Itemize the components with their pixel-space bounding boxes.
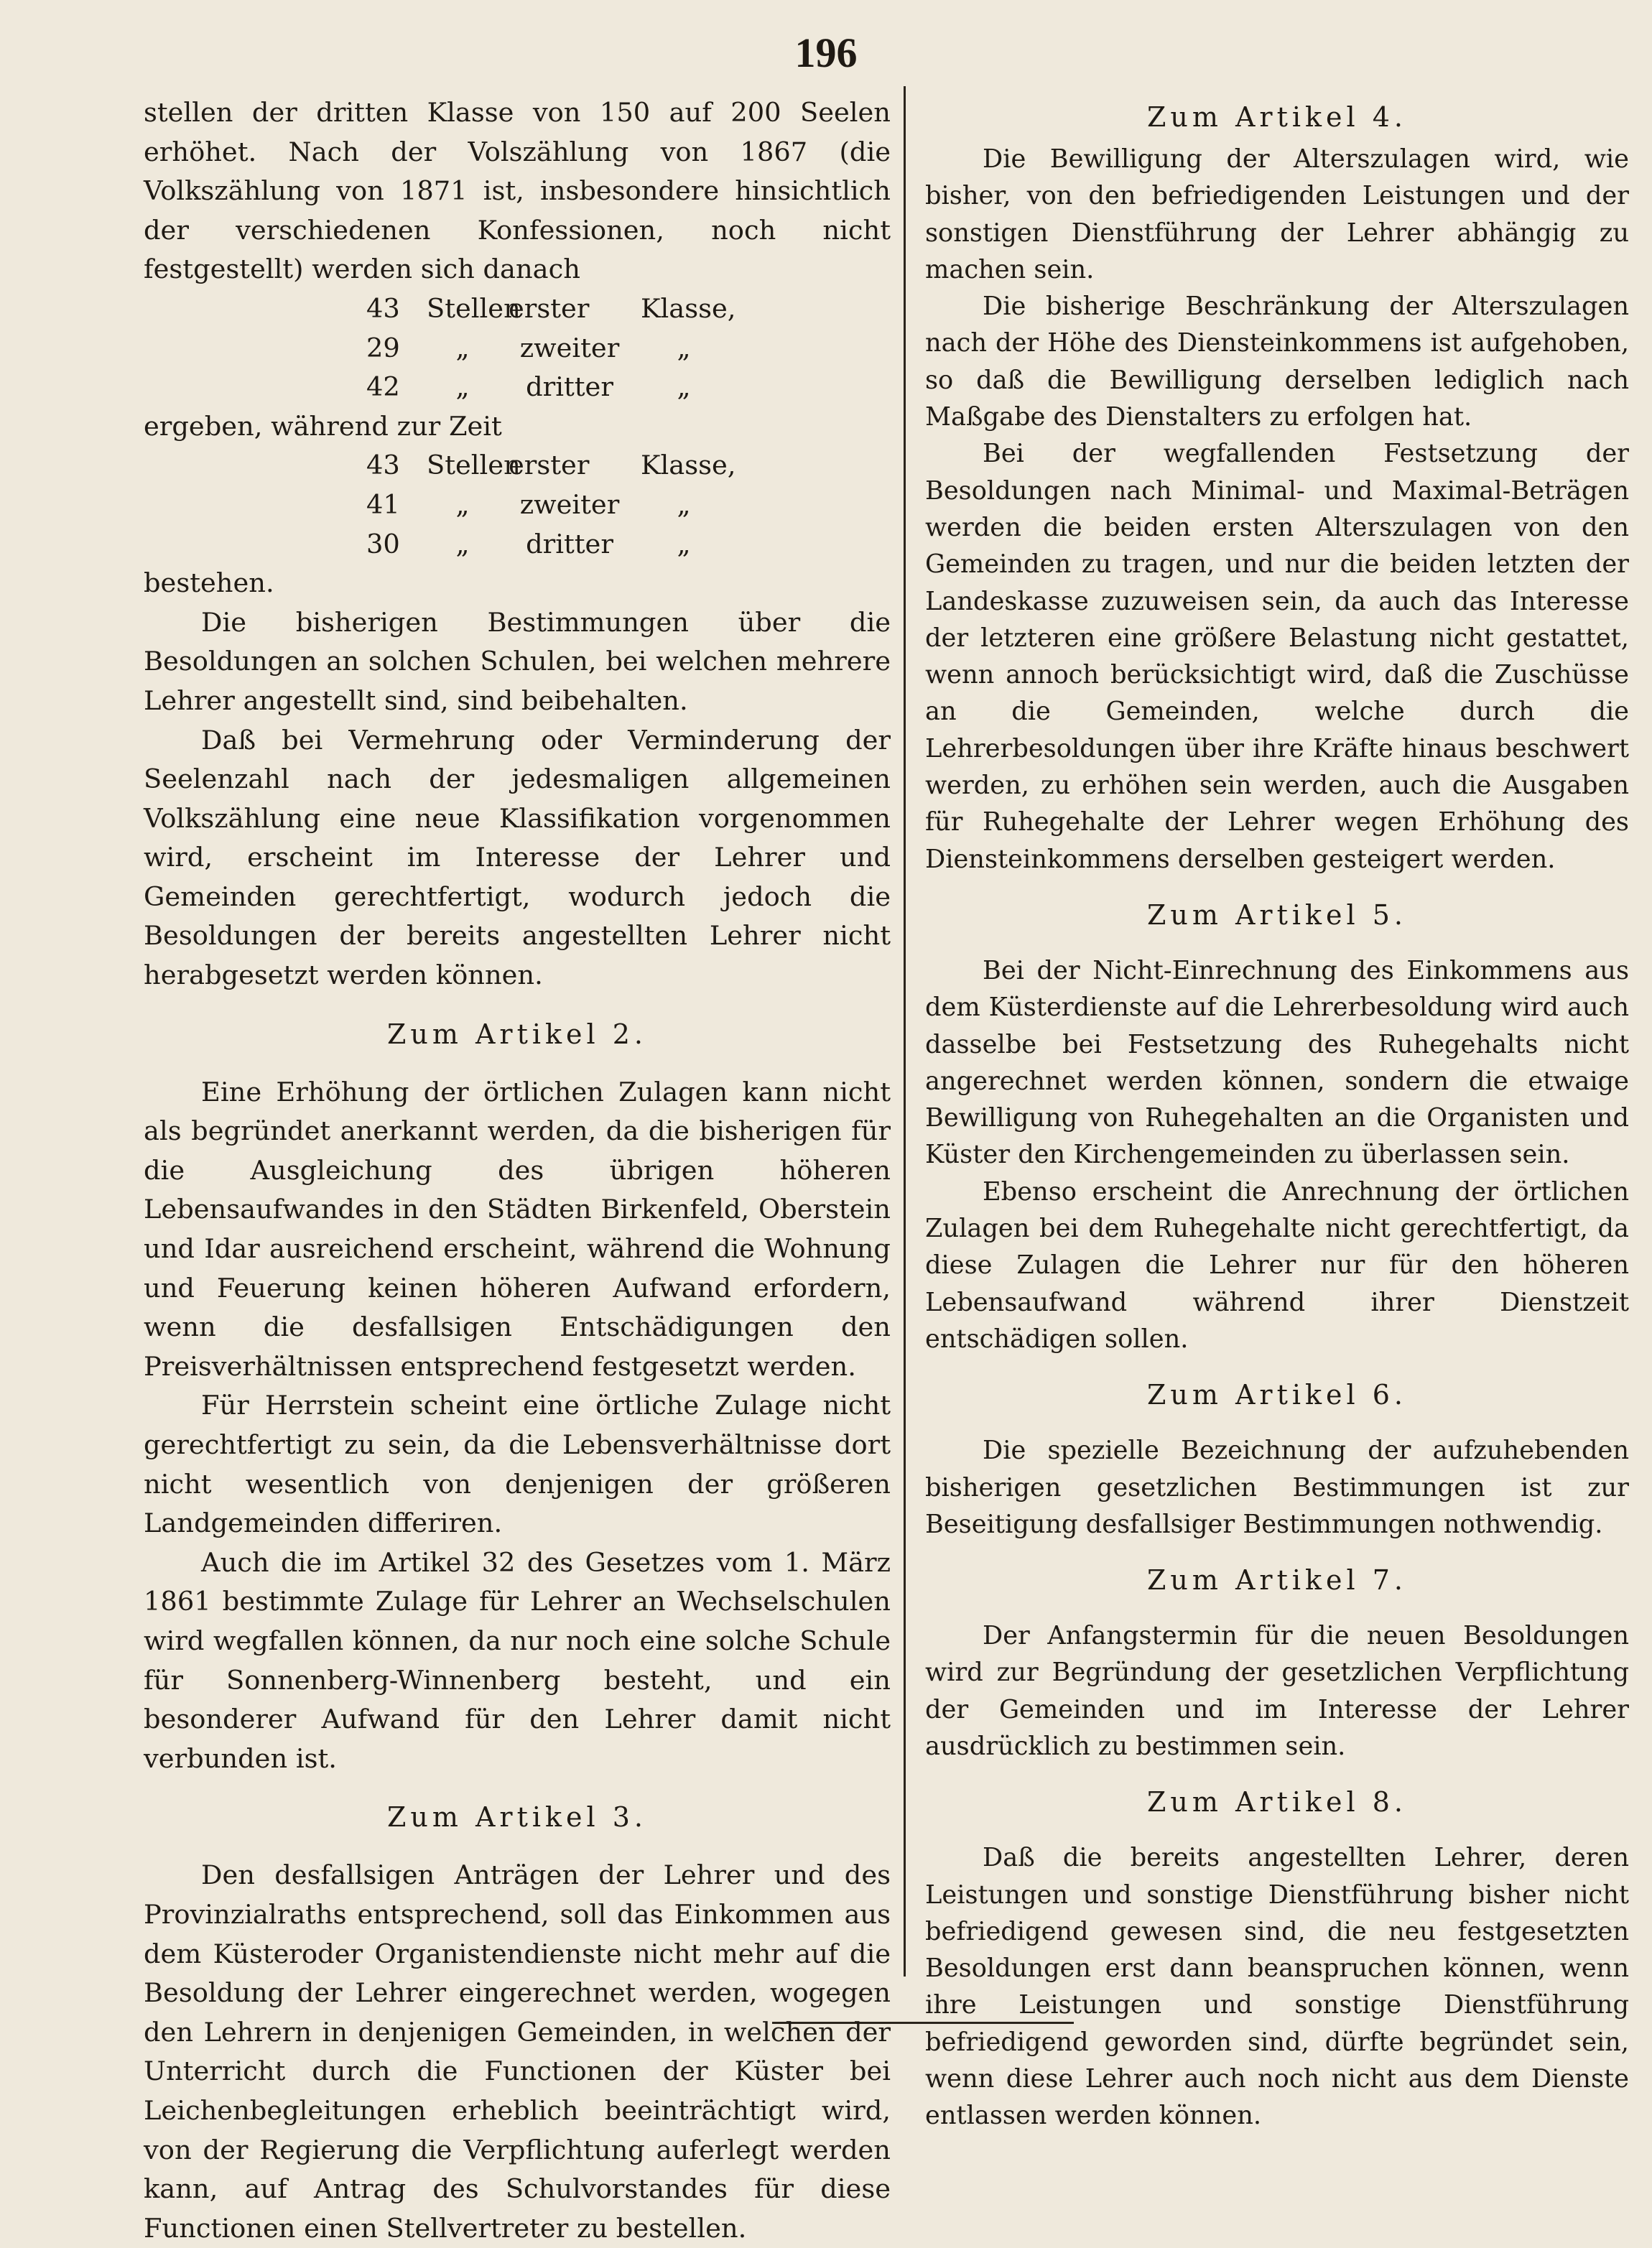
tally-table-proposed xyxy=(366,289,891,407)
paragraph: Die Bewilligung der Alterszulagen wird, wie bisher, von den befriedigenden Leistungen und der sonstigen Dienstführung der Lehrer abhängig zu machen sein. xyxy=(925,144,1629,284)
tally-ditto: „ xyxy=(455,371,470,403)
section-heading-artikel-7: Zum Artikel 7. xyxy=(1146,1564,1408,1597)
tally-count: 41 xyxy=(366,488,400,520)
paragraph: Auch die im Artikel 32 des Gesetzes vom 1. März 1861 bestimmte Zulage für Lehrer an Wechselschulen wird wegfallen können, da nur noch eine solche Schule für Sonnenberg-Winnenberg besteht, und ein besonderer Aufwand für den Lehrer damit nicht verbunden ist. xyxy=(144,1546,891,1774)
page-number: 196 xyxy=(794,29,858,76)
tally-ordinal: zweiter xyxy=(519,332,620,363)
tally-ditto: „ xyxy=(455,528,470,559)
paragraph: Ebenso erscheint die Anrechnung der örtlichen Zulagen bei dem Ruhegehalte nicht gerechtfertigt, da diese Zulagen die Lehrer nur für den höheren Lebensaufwand während ihrer Dienstzeit entschädigen sollen. xyxy=(925,1176,1629,1354)
tally-ditto: „ xyxy=(677,332,691,363)
section-heading-artikel-3: Zum Artikel 3. xyxy=(386,1801,648,1834)
paragraph: Daß bei Vermehrung oder Verminderung der Seelenzahl nach der jedesmaligen allgemeinen Volkszählung eine neue Klassifikation vorgenommen wird, erscheint im Interesse der Lehrer und Gemeinden gerechtfertigt, wodurch jedoch die Besoldungen der bereits angestellten Lehrer nicht herabgesetzt werden können. xyxy=(144,724,891,991)
tally-class: Klasse, xyxy=(641,450,736,481)
tally-ditto: „ xyxy=(455,488,470,520)
left-column xyxy=(144,93,891,2248)
section-heading-artikel-6: Zum Artikel 6. xyxy=(1146,1379,1408,1411)
section-heading-artikel-8: Zum Artikel 8. xyxy=(1146,1786,1408,1819)
paragraph: Die bisherigen Bestimmungen über die Besoldungen an solchen Schulen, bei welchen mehrere Lehrer angestellt sind, sind beibehalten. xyxy=(144,606,891,716)
tally-ditto: „ xyxy=(455,332,470,363)
tally-ditto: „ xyxy=(677,371,691,403)
column-divider xyxy=(904,86,906,1977)
paragraph: Daß die bereits angestellten Lehrer, deren Leistungen und sonstige Dienstführung bisher nicht befriedigend gewesen sind, die neu festgesetzten Besoldungen erst dann beanspruchen können, wenn ihre Leistungen und sonstige Dienstführung befriedigend geworden sind, dürfte begründet sein, wenn diese Lehrer auch noch nicht aus dem Dienste entlassen werden können. xyxy=(925,1843,1629,2131)
tally-count: 30 xyxy=(366,528,400,559)
tally-count: 42 xyxy=(366,371,400,403)
tally-ordinal: dritter xyxy=(526,528,613,559)
tally-unit: Stellen xyxy=(427,292,521,324)
tally-ordinal: dritter xyxy=(526,371,613,403)
tally-count: 43 xyxy=(366,450,400,481)
tally-ordinal: erster xyxy=(509,292,590,324)
tally-ordinal: erster xyxy=(509,450,590,481)
paragraph: Eine Erhöhung der örtlichen Zulagen kann nicht als begründet anerkannt werden, da die bisherigen für die Ausgleichung des übrigen höheren Lebensaufwandes in den Städten Birkenfeld, Oberstein und Idar ausreichend erscheint, während die Wohnung und Feuerung keinen höheren Aufwand erfordern, wenn die desfallsigen Entschädigungen den Preisverhältnissen entsprechend festgesetzt werden. xyxy=(144,1076,891,1382)
paragraph: Die spezielle Bezeichnung der aufzuhebenden bisherigen gesetzlichen Bestimmungen ist zur Beseitigung desfallsiger Bestimmungen nothwendig. xyxy=(925,1436,1629,1539)
section-heading-artikel-2: Zum Artikel 2. xyxy=(386,1018,648,1050)
section-heading-artikel-5: Zum Artikel 5. xyxy=(1146,898,1408,931)
paragraph: ergeben, während zur Zeit xyxy=(144,410,502,442)
tally-ditto: „ xyxy=(677,528,691,559)
tally-unit: Stellen xyxy=(427,450,521,481)
tally-count: 29 xyxy=(366,332,400,363)
paragraph: Für Herrstein scheint eine örtliche Zulage nicht gerechtfertigt zu sein, da die Lebensverhältnisse dort nicht wesentlich von denjenigen der größeren Landgemeinden differiren. xyxy=(144,1390,891,1539)
paragraph: bestehen. xyxy=(144,567,274,599)
paragraph: Bei der Nicht-Einrechnung des Einkommens aus dem Küsterdienste auf die Lehrerbesoldung wird auch dasselbe bei Festsetzung des Ruhegehalts nicht angerechnet werden können, sondern die etwaige Bewilligung von Ruhegehalten an die Organisten und Küster den Kirchengemeinden zu überlassen sein. xyxy=(925,955,1629,1170)
tally-count: 43 xyxy=(366,292,400,324)
paragraph: Die bisherige Beschränkung der Alterszulagen nach der Höhe des Diensteinkommens ist aufgehoben, so daß die Bewilligung derselben lediglich nach Maßgabe des Dienstalters zu erfolgen hat. xyxy=(925,292,1629,432)
section-heading-artikel-4: Zum Artikel 4. xyxy=(1146,101,1408,133)
paragraph: Der Anfangstermin für die neuen Besoldungen wird zur Begründung der gesetzlichen Verpflichtung der Gemeinden und im Interesse der Lehrer ausdrücklich zu bestimmen sein. xyxy=(925,1621,1629,1761)
tally-ditto: „ xyxy=(677,488,691,520)
paragraph: Bei der wegfallenden Festsetzung der Besoldungen nach Minimal- und Maximal-Beträgen werden die beiden ersten Alterszulagen von den Gemeinden zu tragen, und nur die beiden letzten der Landeskasse zuzuweisen sein, da auch das Interesse der letzteren eine größere Belastung nicht gestattet, wenn annoch berücksichtigt wird, daß die Zuschüsse an die Gemeinden, welche durch die Lehrerbesoldungen über ihre Kräfte hinaus beschwert werden, zu erhöhen sein werden, auch die Ausgaben für Ruhegehalte der Lehrer wegen Erhöhung des Diensteinkommens derselben gesteigert werden. xyxy=(925,439,1629,874)
right-column xyxy=(925,93,1629,2135)
tally-class: Klasse, xyxy=(641,292,736,324)
paragraph: stellen der dritten Klasse von 150 auf 200 Seelen erhöhet. Nach der Volszählung von 1867 (die Volkszählung von 1871 ist, insbesondere hinsichtlich der verschiedenen Konfessionen, noch nicht festgestellt) werden sich danach xyxy=(144,97,891,285)
tally-ordinal: zweiter xyxy=(519,488,620,520)
tally-table-current xyxy=(366,446,891,564)
paragraph: Den desfallsigen Anträgen der Lehrer und des Provinzialraths entsprechend, soll das Einkommen aus dem Küsteroder Organistendienste nicht mehr auf die Besoldung der Lehrer eingerechnet werden, wogegen den Lehrern in denjenigen Gemeinden, in welchen der Unterricht durch die Functionen der Küster bei Leichenbegleitungen erheblich beeinträchtigt wird, von der Regierung die Verpflichtung auferlegt werden kann, auf Antrag des Schulvorstandes für diese Functionen einen Stellvertreter zu bestellen. xyxy=(144,1859,891,2244)
